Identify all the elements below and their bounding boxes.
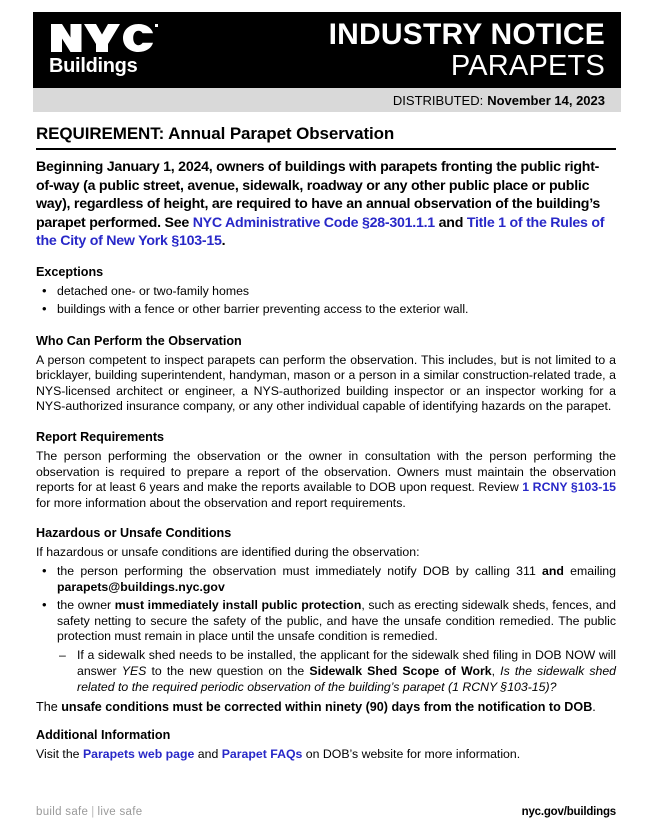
- sidewalk-shed-scope-of-work: Sidewalk Shed Scope of Work: [309, 663, 492, 678]
- list-item: • detached one- or two-family homes: [36, 284, 616, 300]
- footer-tagline: [36, 806, 142, 818]
- report-text-2: for more information about the observation and report requirements.: [36, 495, 406, 510]
- report-text-1: The person performing the observation or the owner in consultation with the person performing the observation is required to prepare a report of the observation. Owners must maintain the observation reports for at least 6 years and make the reports available to DOB upon request. Review: [36, 449, 616, 495]
- link-nyc-admin-code[interactable]: NYC Administrative Code §28-301.1.1: [192, 214, 435, 231]
- hazard-b2-bold: must immediately install public protection: [114, 598, 362, 613]
- sub-question: Is the sidewalk shed related to the required periodic observation of the building’s parapet (1 RCNY §103-15)?: [77, 663, 617, 694]
- hazardous-list: [36, 564, 616, 695]
- document-footer: [36, 806, 616, 818]
- notice-subtitle: PARAPETS: [450, 50, 605, 82]
- tagline-divider: |: [91, 806, 95, 818]
- hazardous-intro: If hazardous or unsafe conditions are identified during the observation:: [36, 545, 420, 560]
- link-title-1-rules[interactable]: Title 1 of the Rules of the City of New York §103-15: [36, 214, 605, 249]
- tagline-live-safe: live safe: [97, 806, 143, 818]
- spacer: [36, 417, 616, 430]
- spacer: [36, 513, 616, 526]
- section-heading-additional-information: Additional Information: [36, 728, 171, 743]
- tagline-build-safe: build safe: [36, 806, 89, 818]
- sub-yes: YES: [121, 663, 147, 678]
- sub-text-2: to the new question on the: [146, 663, 310, 678]
- spacer: [36, 715, 616, 728]
- hazard-b2-text-1: the owner: [57, 598, 115, 613]
- lede-end: .: [221, 233, 226, 249]
- nyc-logo-icon: [49, 23, 173, 53]
- list-item: [57, 648, 616, 695]
- hazard-b2-text-2: , such as erecting sidewalk sheds, fences, and safety netting to secure the safety of the public, and have the unsafe condition remedied. The public protection must remain in place until the unsafe condition is remedied.: [57, 598, 617, 644]
- lede-joiner: and: [434, 214, 467, 231]
- page-title: REQUIREMENT: Annual Parapet Observation: [36, 124, 395, 143]
- hazard-b1-text-2: emailing: [563, 564, 616, 579]
- closing-text-2: .: [592, 700, 596, 715]
- title-rule: [36, 148, 616, 150]
- masthead-banner: [33, 12, 621, 88]
- report-requirements-body: [36, 449, 616, 511]
- hazard-b1-and: and: [542, 564, 564, 579]
- sidewalk-shed-sublist: [57, 648, 616, 695]
- closing-bold: unsafe conditions must be corrected within ninety (90) days from the notification to DOB: [61, 700, 593, 715]
- section-heading-hazardous-conditions: Hazardous or Unsafe Conditions: [36, 526, 232, 541]
- link-parapet-faqs[interactable]: Parapet FAQs: [221, 747, 303, 762]
- footer-url: nyc.gov/buildings: [521, 806, 616, 818]
- section-heading-who-can-perform: Who Can Perform the Observation: [36, 333, 242, 348]
- nyc-buildings-logo: [33, 23, 203, 77]
- parapets-email-address: parapets@buildings.nyc.gov: [57, 579, 225, 594]
- masthead-titles: [203, 18, 621, 82]
- addl-joiner: and: [194, 747, 222, 762]
- spacer: [36, 321, 616, 334]
- requirement-lede: [36, 158, 616, 251]
- sub-text-1: If a sidewalk shed needs to be installed, the applicant for the sidewalk shed filing in DOB NOW will answer: [77, 648, 616, 678]
- hazard-b1-text-1: the person performing the observation must immediately notify DOB by calling 311: [57, 564, 543, 579]
- who-can-perform-body: A person competent to inspect parapets can perform the observation. This includes, but is not limited to a bricklayer, building superintendent, handyman, mason or a person in a similar construction-related trade, a NYS-licensed architect or engineer, a NYS-authorized building inspector or an inspector working for a NYS-authorized insurance company, or any other individual capable of identifying hazards on the parapet.: [36, 352, 616, 414]
- unsafe-conditions-deadline: [36, 699, 616, 715]
- closing-text-1: The: [36, 700, 62, 715]
- link-parapets-web-page[interactable]: Parapets web page: [82, 747, 195, 762]
- section-heading-report-requirements: Report Requirements: [36, 430, 165, 445]
- lede-text-1: Beginning January 1, 2024, owners of buildings with parapets fronting the public right-of-way (a public street, avenue, sidewalk, roadway or any other public place or public way), regardless of height, are required to have an annual observation of the building’s parapet performed. See: [36, 159, 601, 231]
- distributed-label: DISTRIBUTED:: [392, 92, 484, 108]
- list-item: [36, 564, 616, 595]
- addl-text-2: on DOB’s website for more information.: [302, 747, 521, 762]
- distributed-bar: [33, 88, 621, 112]
- sub-text-3: ,: [491, 663, 501, 678]
- addl-text-1: Visit the: [36, 747, 83, 762]
- additional-information-body: [36, 747, 616, 763]
- list-item: • buildings with a fence or other barrier preventing access to the exterior wall.: [36, 302, 616, 318]
- exceptions-list: [36, 284, 616, 318]
- link-1-rcny-103-15[interactable]: 1 RCNY §103-15: [522, 480, 616, 495]
- section-heading-exceptions: Exceptions: [36, 264, 104, 279]
- logo-buildings-text: Buildings: [49, 55, 138, 77]
- notice-title: INDUSTRY NOTICE: [328, 18, 605, 51]
- document-body: [36, 124, 616, 766]
- distributed-date: November 14, 2023: [487, 92, 605, 108]
- list-item: [36, 598, 616, 695]
